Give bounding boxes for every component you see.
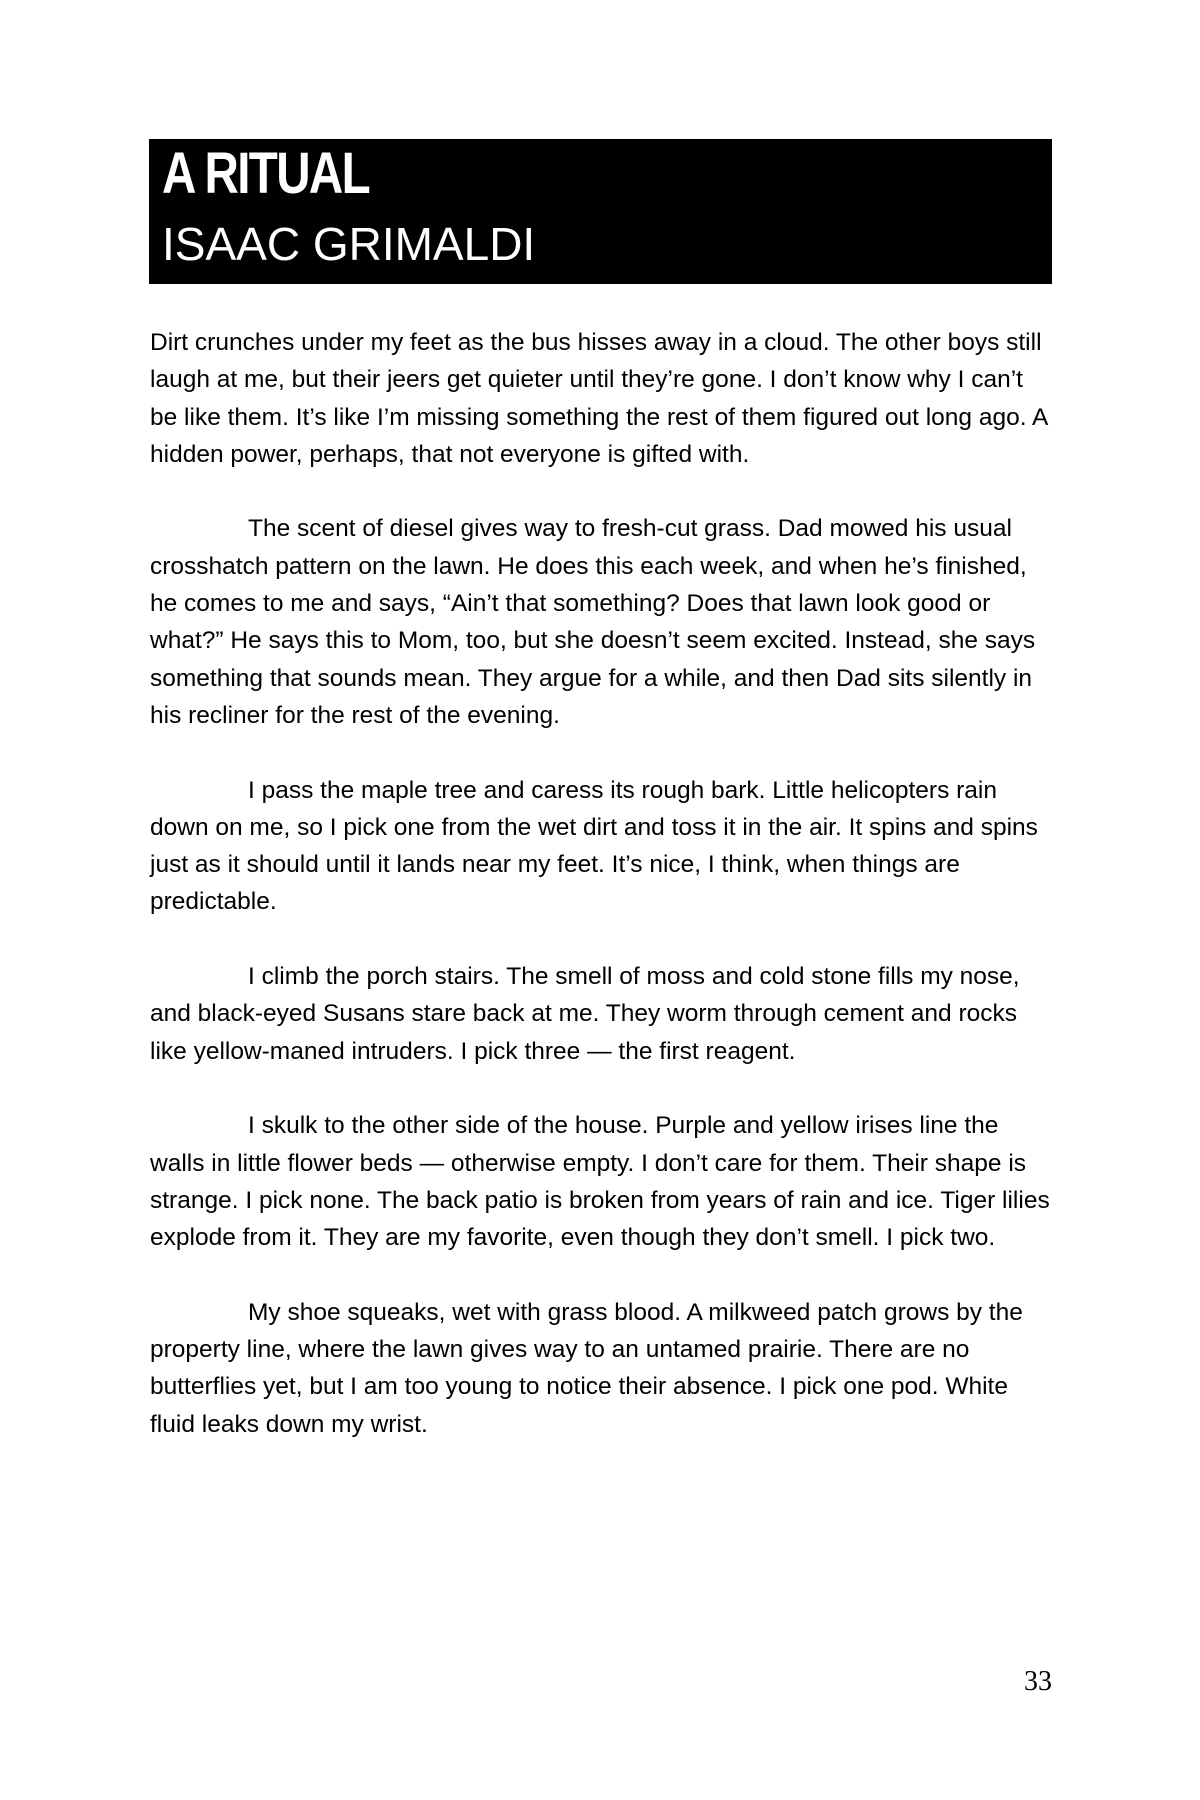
paragraph: The scent of diesel gives way to fresh-cut grass. Dad mowed his usual crosshatch pattern on the lawn. He does this each week, and when he’s finished, he comes to me and says, “Ain’t that something? Does that lawn look good or what?” He says this to Mom, too, but she doesn’t seem excited. Instead, she says something that sounds mean. They argue for a while, and then Dad sits silently in his recliner for the rest of the evening. xyxy=(150,515,1036,729)
story-body xyxy=(150,324,1055,1480)
author-name: ISAAC GRIMALDI xyxy=(162,218,536,270)
story-title: A RITUAL xyxy=(162,141,370,206)
page-number: 33 xyxy=(1024,1666,1052,1697)
paragraph: My shoe squeaks, wet with grass blood. A milkweed patch grows by the property line, where the lawn gives way to an untamed prairie. There are no butterflies yet, but I am too young to notice their absence. I pick one pod. White fluid leaks down my wrist. xyxy=(150,1298,1023,1438)
title-banner xyxy=(149,139,1052,284)
paragraph: I climb the porch stairs. The smell of moss and cold stone fills my nose, and black-eyed Susans stare back at me. They worm through cement and rocks like yellow-maned intruders. I pick three — the first reagent. xyxy=(150,963,1020,1065)
paragraph: Dirt crunches under my feet as the bus hisses away in a cloud. The other boys still laugh at me, but their jeers get quieter until they’re gone. I don’t know why I can’t be like them. It’s like I’m missing something the rest of them figured out long ago. A hidden power, perhaps, that not everyone is gifted with. xyxy=(150,329,1047,468)
paragraph: I skulk to the other side of the house. Purple and yellow irises line the walls in little flower beds — otherwise empty. I don’t care for them. Their shape is strange. I pick none. The back patio is broken from years of rain and ice. Tiger lilies explode from it. They are my favorite, even though they don’t smell. I pick two. xyxy=(150,1112,1050,1252)
paragraph: I pass the maple tree and caress its rough bark. Little helicopters rain down on me, so I pick one from the wet dirt and toss it in the air. It spins and spins just as it should until it lands near my feet. It’s nice, I think, when things are predictable. xyxy=(150,776,1038,916)
